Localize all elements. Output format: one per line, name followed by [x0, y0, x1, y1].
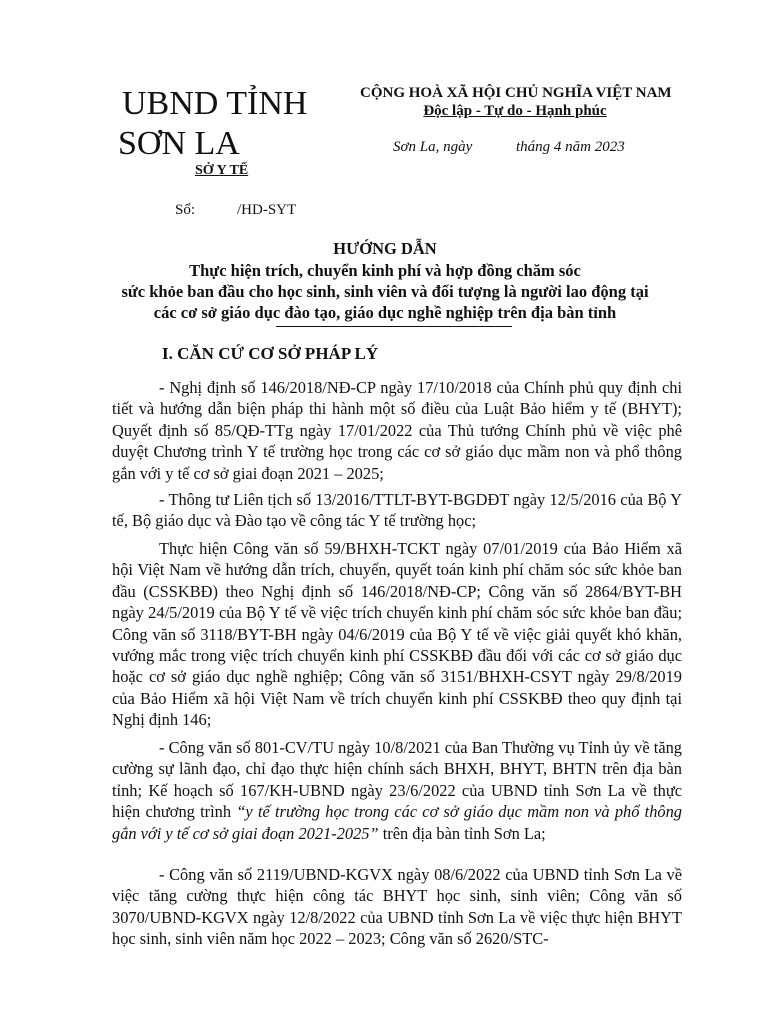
program-name-quote: “y tế trường học trong các cơ sở giáo dục mầm non và phổ thông gắn với y tế cơ sở giai đoạn 2021-2025” — [112, 802, 682, 843]
paragraph-decree-146: - Nghị định số 146/2018/NĐ-CP ngày 17/10/2018 của Chính phủ quy định chi tiết và hướng dẫn biện pháp thi hành một số điều của Luật Bảo hiểm y tế (BHYT); Quyết định số 85/QĐ-TTg ngày 17/01/2022 của Thủ tướng Chính phủ về việc phê duyệt Chương trình Y tế trường học trong các cơ sở giáo dục mầm non và phổ thông gắn với y tế cơ sở giai đoạn 2021 – 2025; — [112, 378, 682, 483]
paragraph-official-letters: Thực hiện Công văn số 59/BHXH-TCKT ngày 07/01/2019 của Bảo Hiểm xã hội Việt Nam về hướng dẫn trích, chuyển, quyết toán kinh phí chăm sóc sức khỏe ban đầu (CSSKBĐ) theo Nghị định số 146/2018/NĐ-CP; Công văn số 2864/BYT-BH ngày 24/5/2019 của Bộ Y tế về việc trích chuyển kinh phí chăm sóc sức khỏe ban đầu; Công văn số 3118/BYT-BH ngày 04/6/2019 của Bộ Y tế về việc giải quyết khó khăn, vướng mắc trong việc trích chuyển kinh phí CSSKBĐ đầu đối với các cơ sở giáo dục hoặc cơ sở giáo dục nghề nghiệp; Công văn số 3151/BHXH-CSYT ngày 29/8/2019 của Bảo Hiểm xã hội Việt Nam về trích chuyển kinh phí CSSKBĐ theo quy định tại Nghị định 146; — [112, 539, 682, 730]
document-subtitle-line3: các cơ sở giáo dục đào tạo, giáo dục nghề nghiệp trên địa bàn tỉnh — [153, 303, 617, 322]
paragraph-ubnd-letters: - Công văn số 2119/UBND-KGVX ngày 08/6/2022 của UBND tỉnh Sơn La về việc tăng cường thực hiện công tác BHYT học sinh, sinh viên; Công văn số 3070/UBND-KGVX ngày 12/8/2022 của UBND tỉnh Sơn La về việc thực hiện BHYT học sinh, sinh viên năm học 2022 – 2023; Công văn số 2620/STC- — [112, 865, 682, 949]
paragraph-circular-13: - Thông tư Liên tịch số 13/2016/TTLT-BYT-BGDĐT ngày 12/5/2016 của Bộ Y tế, Bộ giáo dục và Đào tạo về công tác Y tế trường học; — [112, 490, 682, 531]
paragraph-provincial-directives — [112, 737, 682, 844]
paragraph-text: trên địa bàn tỉnh Sơn La; — [378, 823, 546, 843]
agency-name-line2: SƠN LA — [118, 125, 240, 162]
department-name: SỞ Y TẾ — [195, 163, 249, 178]
document-subtitle-line1: Thực hiện trích, chuyển kinh phí và hợp đồng chăm sóc — [189, 261, 581, 280]
document-subtitle-line2: sức khỏe ban đầu cho học sinh, sinh viên và đối tượng là người lao động tại — [121, 282, 649, 301]
document-number-value: /HD-SYT — [237, 202, 297, 218]
national-title: CỘNG HOÀ XÃ HỘI CHỦ NGHĨA VIỆT NAM — [360, 85, 672, 101]
agency-name-line1: UBND TỈNH — [122, 85, 308, 122]
title-underline-divider — [276, 326, 512, 327]
date-place: Sơn La, ngày — [393, 139, 473, 155]
date-month-year: tháng 4 năm 2023 — [516, 139, 625, 155]
section-heading: I. CĂN CỨ CƠ SỞ PHÁP LÝ — [162, 344, 379, 363]
national-motto: Độc lập - Tự do - Hạnh phúc — [423, 103, 607, 119]
document-title: HƯỚNG DẪN — [333, 239, 437, 258]
paragraph-text: - Công văn số 801-CV/TU ngày 10/8/2021 của Ban Thường vụ Tỉnh ủy về tăng cường sự lãnh đạo, chỉ đạo thực hiện chính sách BHXH, BHYT, BHTN trên địa bàn tỉnh; Kế hoạch số 167/KH-UBND ngày 23/6/2022 của UBND tỉnh Sơn La về thực hiện chương trình — [112, 738, 682, 822]
document-number-label: Số: — [175, 202, 196, 218]
